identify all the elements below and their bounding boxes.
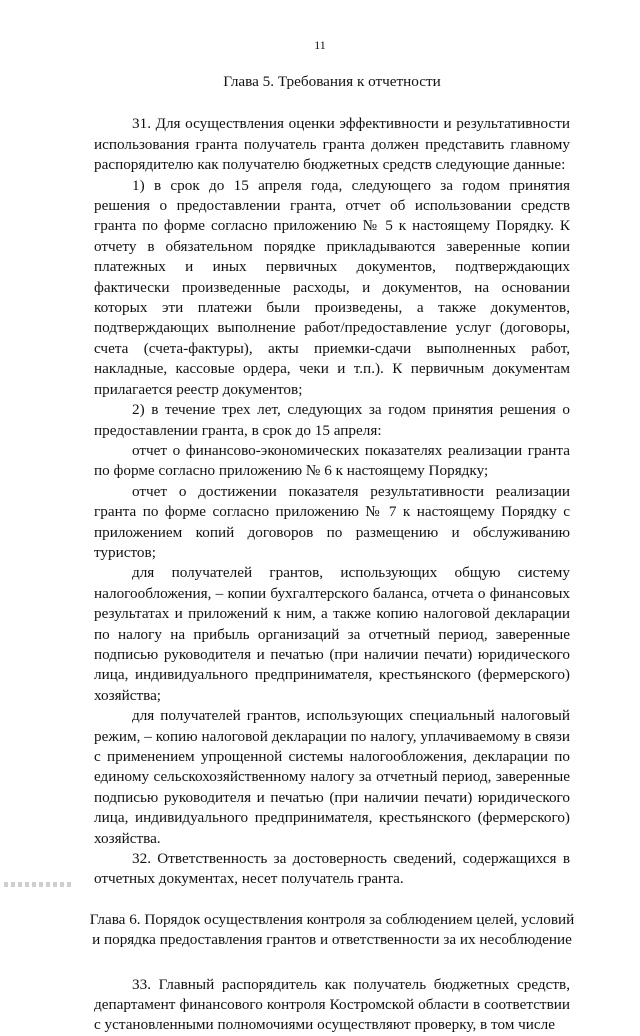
special-tax-regime-docs: для получателей грантов, использующих специальный налоговый режим, – копию налоговой декларации по налогу, уплачиваемому в связи с применением упрощенной системы налогообложения, декларации по единому сельскохозяйственному налогу за отчетный период, заверенные подписью руководителя и печатью (при наличии печати) юридического лица, индивидуального предпринимателя, крестьянского (фермерского) хозяйства. [94, 707, 570, 847]
chapter-6-title: Глава 6. Порядок осуществления контроля за соблюдением целей, условий и порядка предоставления грантов и ответственности за их несоблюдение [89, 910, 575, 949]
document-body [89, 72, 575, 1036]
general-tax-system-docs: для получателей грантов, использующих общую систему налогообложения, – копии бухгалтерского баланса, отчета о финансовых результатах и приложений к ним, а также копию налоговой декларации по налогу на прибыль организаций за отчетный период, заверенные подписью руководителя и печатью (при наличии печати) юридического лица, индивидуального предпринимателя, крестьянского (фермерского) хозяйства; [94, 564, 570, 704]
paragraph-33: 33. Главный распорядитель как получатель бюджетных средств, департамент финансового контроля Костромской области в соответствии с установленными полномочиями осуществляют проверку, в том числе [94, 975, 570, 1034]
paragraph-31: 31. Для осуществления оценки эффективности и результативности использования гранта получатель гранта должен представить главному распорядителю как получателю бюджетных средств следующие данные: [94, 115, 570, 174]
paragraph-31-item-2: 2) в течение трех лет, следующих за годом принятия решения о предоставлении гранта, в срок до 15 апреля: [94, 401, 570, 439]
report-financial-indicators: отчет о финансово-экономических показателях реализации гранта по форме согласно приложению № 6 к настоящему Порядку; [94, 441, 570, 480]
scan-artifact [4, 882, 72, 887]
paragraph-32: 32. Ответственность за достоверность сведений, содержащихся в отчетных документах, несет получатель гранта. [94, 850, 570, 888]
page-number: 11 [314, 38, 326, 52]
report-performance-indicator: отчет о достижении показателя результативности реализации гранта по форме согласно приложению № 7 к настоящему Порядку с приложением копий договоров по размещению и обслуживанию туристов; [94, 482, 570, 561]
paragraph-31-item-1: 1) в срок до 15 апреля года, следующего за годом принятия решения о предоставлении гранта, отчет об использовании средств гранта по форме согласно приложению № 5 к настоящему Порядку. К отчету в обязательном порядке прикладываются заверенные копии платежных и иных первичных документов, подтверждающих фактически произведенные расходы, и документов, на основании которых эти платежи были произведены, а также документов, подтверждающих выполнение работ/предоставление услуг (договоры, счета (счета-фактуры), акты приемки-сдачи выполненных работ, накладные, кассовые ордера, чеки и т.п.). К первичным документам прилагается реестр документов; [94, 176, 570, 398]
chapter-5-title: Глава 5. Требования к отчетности [223, 73, 441, 90]
